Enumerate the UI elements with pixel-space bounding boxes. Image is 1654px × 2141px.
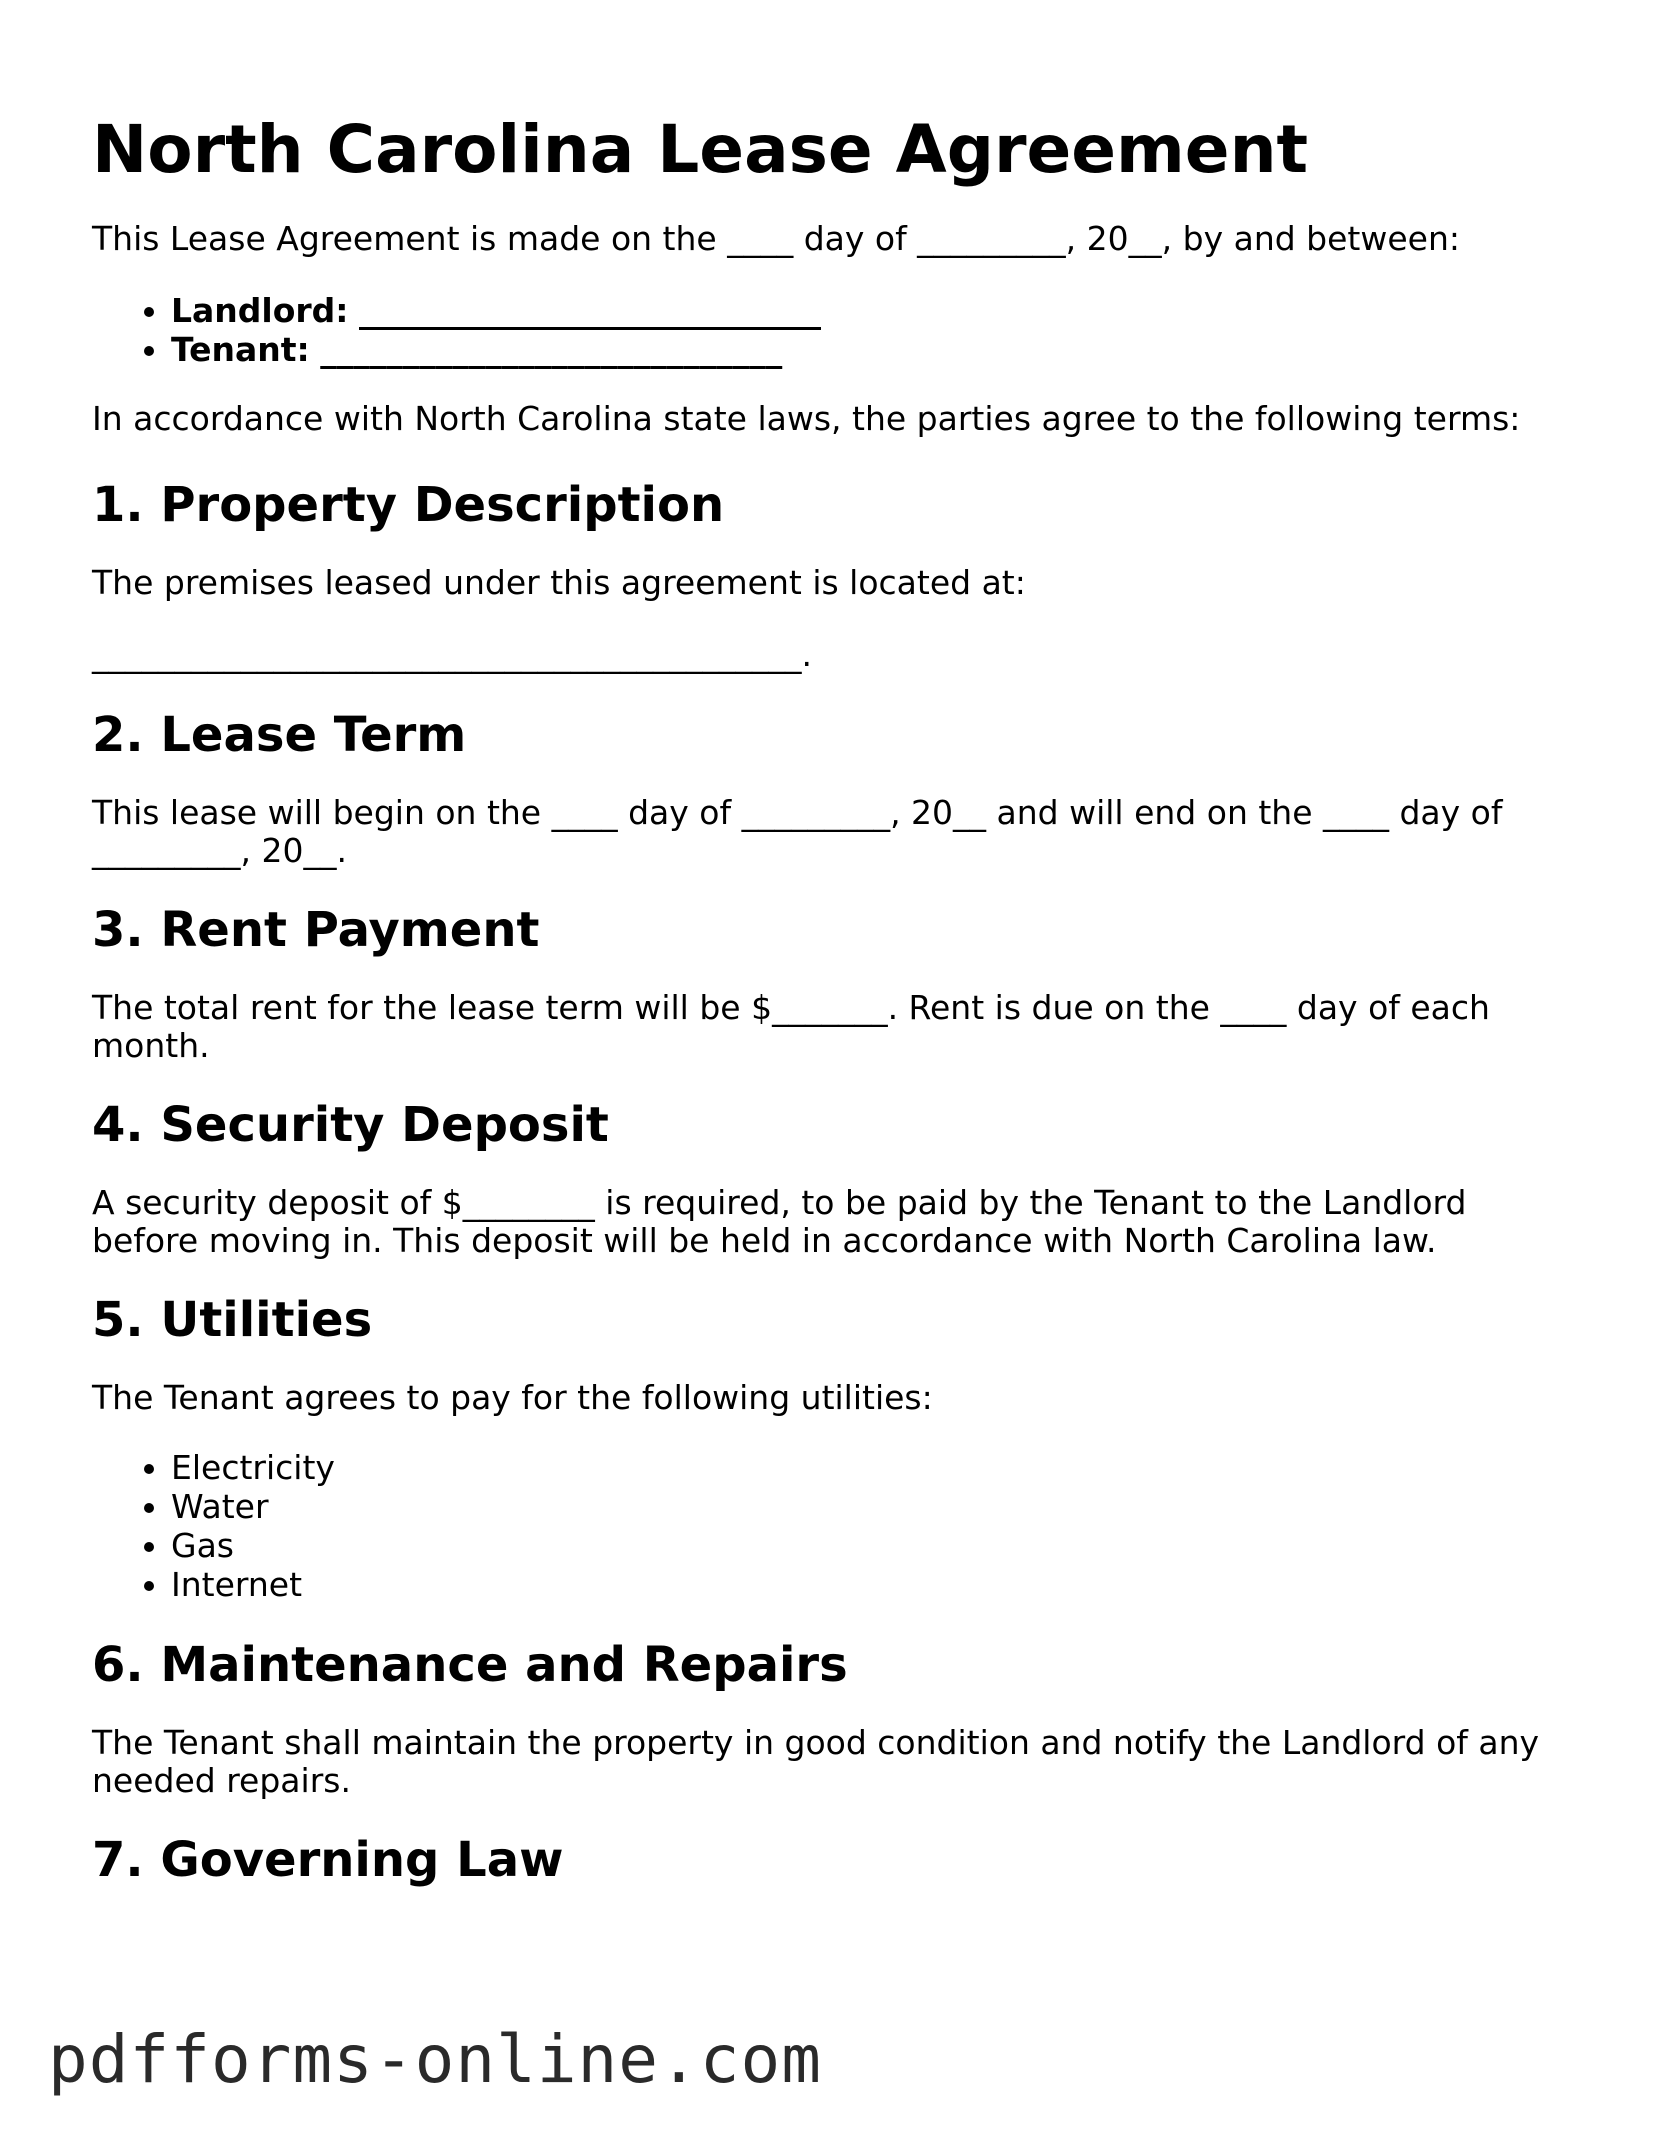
tenant-label: Tenant: bbox=[171, 330, 310, 369]
watermark: pdfforms-online.com bbox=[48, 2021, 822, 2098]
section-deposit-title: 4. Security Deposit bbox=[92, 1097, 609, 1153]
section-rent-body: The total rent for the lease term will be $_______. Rent is due on the ____ day of each month. bbox=[92, 988, 1490, 1065]
party-tenant bbox=[171, 330, 1572, 369]
utility-item: • Electricity bbox=[171, 1448, 1572, 1487]
utilities-list bbox=[92, 1448, 1572, 1604]
section-property-title: 1. Property Description bbox=[92, 477, 725, 533]
section-deposit-body: A security deposit of $________ is required, to be paid by the Tenant to the Landlord before moving in. This deposit will be held in accordance with North Carolina law. bbox=[92, 1183, 1467, 1260]
section-maintenance-body: The Tenant shall maintain the property in good condition and notify the Landlord of any needed repairs. bbox=[92, 1723, 1540, 1800]
utility-item: • Water bbox=[171, 1487, 1572, 1526]
document-page bbox=[92, 110, 1572, 1889]
accordance-paragraph: In accordance with North Carolina state laws, the parties agree to the following terms: bbox=[92, 399, 1521, 438]
landlord-blank: ____________________________ bbox=[359, 291, 821, 330]
utility-item: • Gas bbox=[171, 1526, 1572, 1565]
section-law-title: 7. Governing Law bbox=[92, 1832, 564, 1888]
section-utilities-body: The Tenant agrees to pay for the following utilities: bbox=[92, 1378, 933, 1417]
section-term-title: 2. Lease Term bbox=[92, 707, 467, 763]
party-landlord bbox=[171, 291, 1572, 330]
tenant-blank: ____________________________ bbox=[320, 330, 783, 369]
section-property-body: The premises leased under this agreement is located at: bbox=[92, 563, 1026, 602]
parties-list bbox=[92, 291, 1572, 369]
section-maintenance-title: 6. Maintenance and Repairs bbox=[92, 1637, 848, 1693]
section-rent-title: 3. Rent Payment bbox=[92, 902, 540, 958]
section-term-body: This lease will begin on the ____ day of _________, 20__ and will end on the ____ day of _________, 20__. bbox=[92, 793, 1503, 870]
landlord-label: Landlord: bbox=[171, 291, 349, 330]
section-utilities-title: 5. Utilities bbox=[92, 1292, 373, 1348]
intro-paragraph: This Lease Agreement is made on the ____ day of _________, 20__, by and between: bbox=[92, 219, 1460, 258]
section-property-blank: ___________________________________________. bbox=[92, 635, 812, 674]
document-title: North Carolina Lease Agreement bbox=[92, 111, 1309, 188]
utility-item: • Internet bbox=[171, 1565, 1572, 1604]
